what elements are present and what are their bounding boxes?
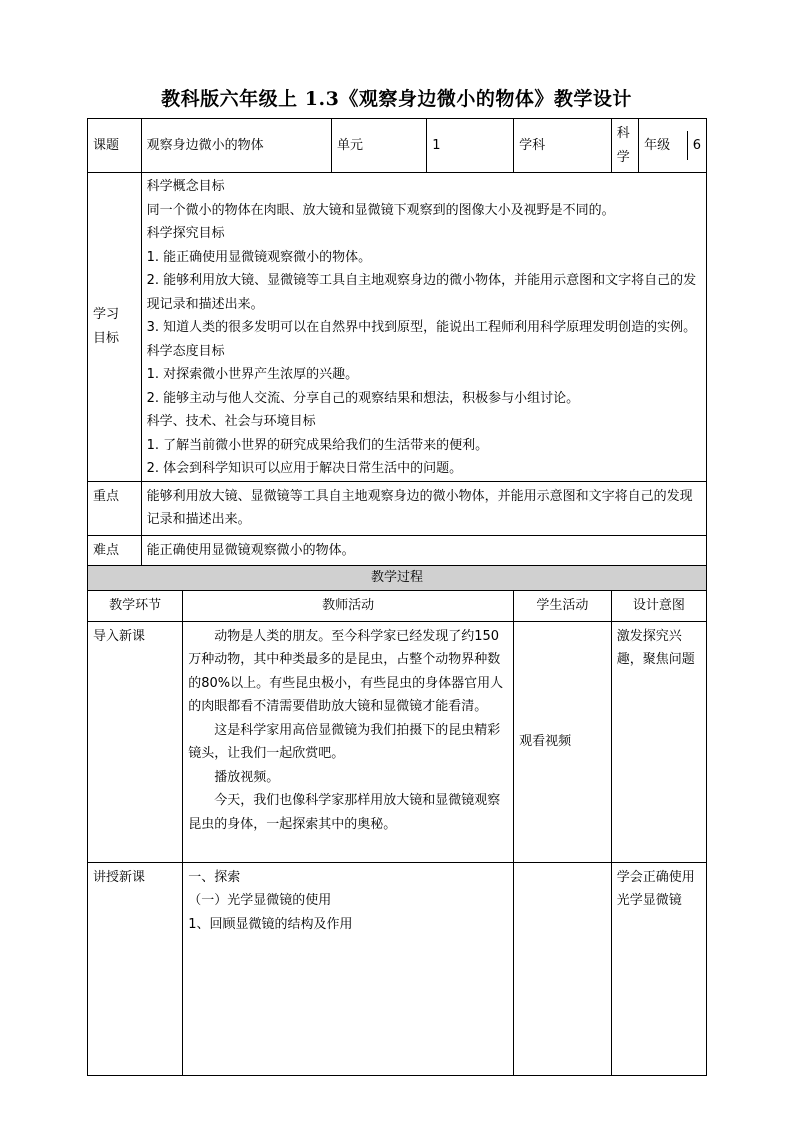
key-points-row — [88, 481, 707, 535]
unit-value: 1 — [427, 119, 514, 173]
objective-line: 科学概念目标 — [146, 179, 225, 194]
objectives-content — [141, 173, 706, 482]
unit-label: 单元 — [332, 119, 427, 173]
objective-line: 科学探究目标 — [146, 226, 225, 241]
process-row-lecture — [88, 862, 707, 1075]
teacher-paragraph: 一、探索 — [188, 869, 241, 885]
design-intent-cell: 激发探究兴趣，聚焦问题 — [611, 621, 706, 862]
subject-value: 科学 — [611, 119, 638, 173]
teacher-activity-cell — [183, 862, 514, 1075]
process-heading: 教学过程 — [88, 566, 707, 591]
key-points-text: 能够利用放大镜、显微镜等工具自主地观察身边的微小物体，并能用示意图和文字将自己的发现记录和描述出来。 — [141, 481, 706, 535]
design-intent-cell: 学会正确使用光学显微镜 — [611, 862, 706, 1075]
teacher-paragraph: 今天，我们也像科学家那样用放大镜和显微镜观察昆虫的身体，一起探索其中的奥秘。 — [188, 793, 501, 832]
objectives-row — [88, 173, 707, 482]
col-teacher-header: 教师活动 — [183, 591, 514, 622]
lesson-plan-table — [87, 118, 707, 1076]
difficulty-text: 能正确使用显微镜观察微小的物体。 — [141, 535, 706, 566]
objectives-label: 学习 目标 — [88, 173, 142, 482]
objective-line: 2. 体会到科学知识可以应用于解决日常生活中的问题。 — [146, 461, 463, 476]
objective-line: 科学、技术、社会与环境目标 — [146, 414, 316, 429]
process-heading-row — [88, 566, 707, 591]
teacher-activity-cell — [183, 621, 514, 862]
stage-cell: 讲授新课 — [88, 862, 183, 1075]
grade-value: 6 — [692, 137, 701, 153]
topic-label: 课题 — [88, 119, 142, 173]
col-student-header: 学生活动 — [514, 591, 612, 622]
teacher-paragraph: 播放视频。 — [214, 769, 280, 785]
objective-line: 科学态度目标 — [146, 343, 225, 359]
key-points-label: 重点 — [88, 481, 142, 535]
teacher-paragraph: 1、回顾显微镜的结构及作用 — [188, 916, 353, 932]
objective-line: 3. 知道人类的很多发明可以在自然界中找到原型，能说出工程师利用科学原理发明创造的实例。 — [146, 320, 697, 335]
student-activity-cell — [514, 862, 612, 1075]
objective-line: 2. 能够利用放大镜、显微镜等工具自主地观察身边的微小物体，并能用示意图和文字将自己的发现记录和描述出来。 — [146, 273, 697, 312]
teacher-paragraph: 动物是人类的朋友。至今科学家已经发现了约150万种动物，其中种类最多的是昆虫，占整个动物界种数的80%以上。有些昆虫极小，有些昆虫的身体器官用人的肉眼都看不清需要借助放大镜和显微镜才能看清。 — [188, 628, 504, 714]
student-activity-cell: 观看视频 — [514, 621, 612, 862]
grade-cell — [639, 119, 707, 173]
objective-line: 1. 了解当前微小世界的研究成果给我们的生活带来的便利。 — [146, 437, 489, 453]
difficulty-label: 难点 — [88, 535, 142, 566]
teacher-paragraph: 这是科学家用高倍显微镜为我们拍摄下的昆虫精彩镜头，让我们一起欣赏吧。 — [188, 722, 501, 761]
col-stage-header: 教学环节 — [88, 591, 183, 622]
objective-line: 1. 能正确使用显微镜观察微小的物体。 — [146, 249, 372, 265]
subject-label: 学科 — [514, 119, 612, 173]
stage-cell: 导入新课 — [88, 621, 183, 862]
objective-line: 1. 对探索微小世界产生浓厚的兴趣。 — [146, 367, 359, 382]
objective-line: 同一个微小的物体在肉眼、放大镜和显微镜下观察到的图像大小及视野是不同的。 — [146, 202, 615, 218]
info-row — [88, 119, 707, 173]
process-row-intro — [88, 621, 707, 862]
teacher-paragraph: （一）光学显微镜的使用 — [188, 893, 332, 908]
topic-value: 观察身边微小的物体 — [141, 119, 331, 173]
col-intent-header: 设计意图 — [611, 591, 706, 622]
document-title: 教科版六年级上 1.3《观察身边微小的物体》教学设计 — [161, 88, 632, 110]
grade-label: 年级 — [639, 131, 688, 161]
process-header-row — [88, 591, 707, 622]
difficulty-row — [88, 535, 707, 566]
objective-line: 2. 能够主动与他人交流、分享自己的观察结果和想法，积极参与小组讨论。 — [146, 390, 580, 406]
